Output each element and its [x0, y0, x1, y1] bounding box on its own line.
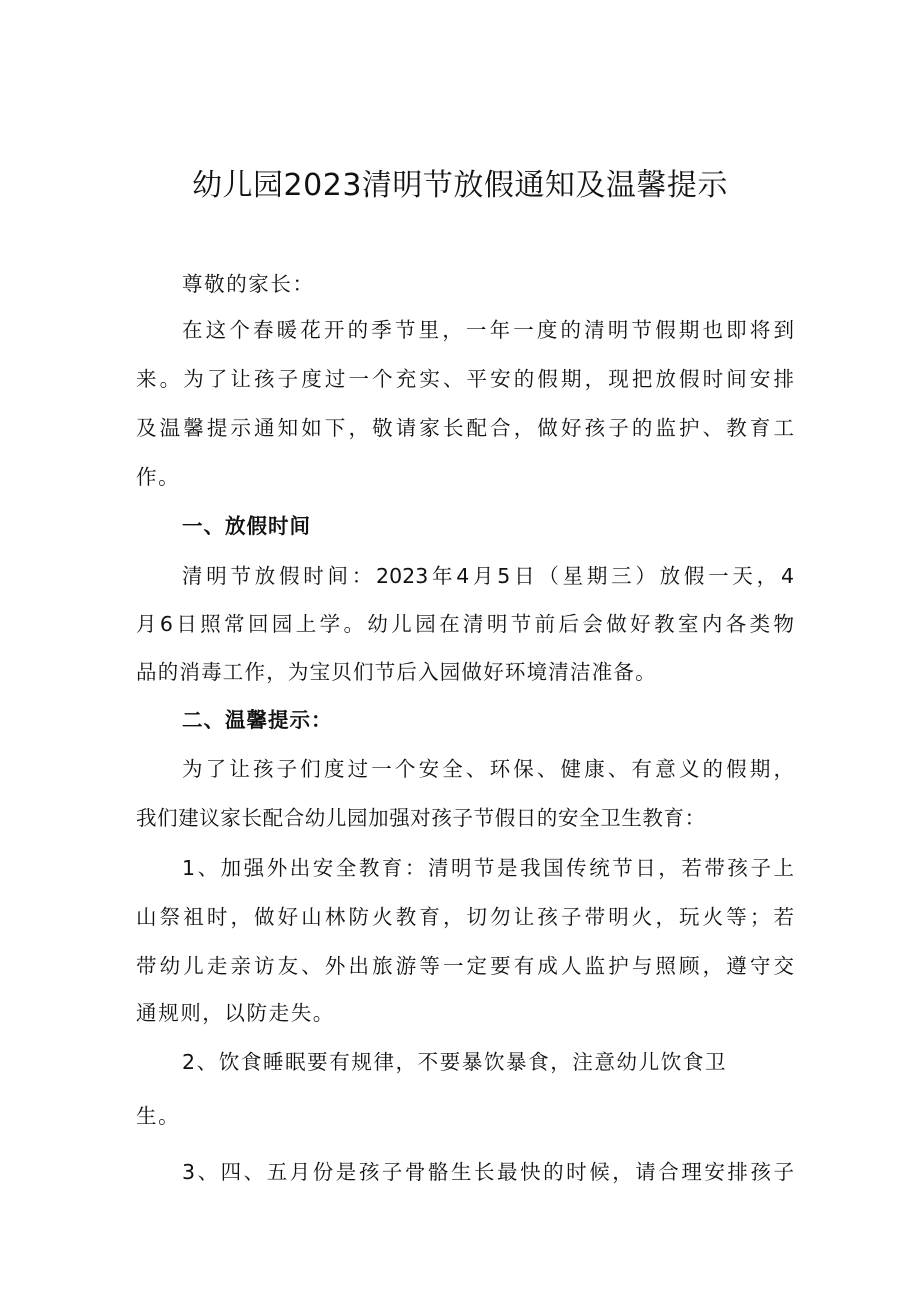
document-title: 幼儿园2023清明节放假通知及温馨提示 [192, 168, 728, 203]
tip2-line: 2、饮食睡眠要有规律，不要暴饮暴食，注意幼儿饮食卫 [182, 1050, 728, 1074]
tip3-line: 3、四、五月份是孩子骨骼生长最快的时候，请合理安排孩子 [182, 1160, 794, 1184]
greeting: 尊敬的家长： [182, 272, 315, 296]
tip1-line: 1、加强外出安全教育：清明节是我国传统节日，若带孩子上 [182, 856, 794, 880]
section1-line: 品的消毒工作，为宝贝们节后入园做好环境清洁准备。 [136, 660, 657, 684]
section-heading-warm-tips: 二、温馨提示： [182, 708, 333, 732]
intro-line: 来。为了让孩子度过一个充实、平安的假期，现把放假时间安排 [136, 367, 794, 391]
intro-line: 及温馨提示通知如下，敬请家长配合，做好孩子的监护、教育工 [136, 416, 794, 440]
tip2-line: 生。 [136, 1104, 181, 1128]
section-heading-holiday-time: 一、放假时间 [182, 514, 311, 538]
section1-line: 月6日照常回园上学。幼儿园在清明节前后会做好教室内各类物 [136, 612, 794, 636]
section2-intro-line: 我们建议家长配合幼儿园加强对孩子节假日的安全卫生教育： [136, 806, 706, 830]
tip1-line: 带幼儿走亲访友、外出旅游等一定要有成人监护与照顾，遵守交 [136, 954, 794, 978]
section2-intro-line: 为了让孩子们度过一个安全、环保、健康、有意义的假期， [182, 757, 794, 781]
tip1-line: 山祭祖时，做好山林防火教育，切勿让孩子带明火，玩火等；若 [136, 905, 794, 929]
intro-line: 作。 [136, 465, 181, 489]
intro-line: 在这个春暖花开的季节里，一年一度的清明节假期也即将到 [182, 318, 794, 342]
section1-line: 清明节放假时间：2023年4月5日（星期三）放假一天，4 [182, 564, 794, 588]
tip1-line: 通规则，以防走失。 [136, 1001, 335, 1025]
